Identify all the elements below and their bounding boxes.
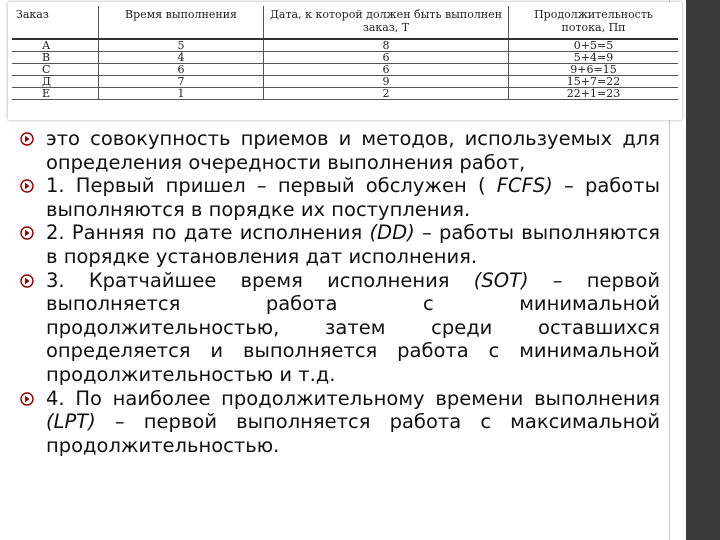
- bullet-item: [20, 174, 660, 221]
- table-cell: В: [12, 52, 99, 64]
- table-cell: 6: [264, 52, 509, 64]
- bullet-acronym: FCFS): [496, 174, 553, 198]
- bullet-text: – работы выполняются в порядке установления дат исполнения.: [46, 221, 660, 268]
- orders-table: [12, 6, 678, 100]
- header-order: Заказ: [12, 6, 99, 39]
- bullet-text: – первой выполняется работа с максимальной продолжительностью.: [46, 410, 660, 457]
- bullet-text: 3. Кратчайшее время исполнения: [46, 268, 474, 292]
- slide-side-bar: [686, 0, 720, 540]
- table-row: [12, 88, 678, 100]
- table-row: [12, 39, 678, 52]
- table-row: [12, 76, 678, 88]
- table-cell: А: [12, 39, 99, 52]
- table-cell: 6: [99, 64, 264, 76]
- table-cell: С: [12, 64, 99, 76]
- circled-arrow-icon: [20, 392, 34, 406]
- bullet-text: 1. Первый пришел – первый обслужен (: [46, 174, 497, 198]
- table-cell: 0+5=5: [509, 39, 679, 52]
- bullet-text: это совокупность приемов и методов, используемых для определения очередности выполнения работ,: [46, 127, 660, 174]
- bullet-acronym: (DD): [369, 221, 415, 245]
- table-cell: 9+6=15: [509, 64, 679, 76]
- bullet-item: [20, 269, 660, 387]
- bullet-acronym: (LPT): [46, 410, 96, 434]
- table-header-row: [12, 6, 678, 39]
- header-due-date: Дата, к которой должен быть выполнен заказ, T: [264, 6, 509, 39]
- bullet-acronym: (SOT): [473, 268, 529, 292]
- circled-arrow-icon: [20, 179, 34, 193]
- table-cell: Е: [12, 88, 99, 100]
- table-cell: 2: [264, 88, 509, 100]
- header-flow-duration: Продолжительность потока, Пп: [509, 6, 679, 39]
- bullet-item: [20, 387, 660, 458]
- header-duration: Время выполнения: [99, 6, 264, 39]
- table-cell: 6: [264, 64, 509, 76]
- bullet-text: 4. По наиболее продолжительному времени выполнения: [46, 386, 660, 410]
- bullet-list: [20, 127, 660, 457]
- table-cell: 15+7=22: [509, 76, 679, 88]
- circled-arrow-icon: [20, 226, 34, 240]
- table-row: [12, 52, 678, 64]
- table-cell: 22+1=23: [509, 88, 679, 100]
- bullet-item: [20, 221, 660, 268]
- bullet-text: 2. Ранняя по дате исполнения: [46, 221, 370, 245]
- table-cell: 9: [264, 76, 509, 88]
- circled-arrow-icon: [20, 132, 34, 146]
- table-cell: 4: [99, 52, 264, 64]
- bullet-item: [20, 127, 660, 174]
- table-cell: Д: [12, 76, 99, 88]
- table-row: [12, 64, 678, 76]
- table-cell: 5+4=9: [509, 52, 679, 64]
- bullet-text: – работы выполняются в порядке их поступления.: [46, 174, 660, 221]
- bullet-text: – первой выполняется работа с минимальной продолжительностью, затем среди оставшихся определяется и выполняется работа с минимальной продолжительностью и т.д.: [46, 268, 660, 386]
- circled-arrow-icon: [20, 274, 34, 288]
- table-cell: 5: [99, 39, 264, 52]
- table-cell: 7: [99, 76, 264, 88]
- table-cell: 8: [264, 39, 509, 52]
- table-cell: 1: [99, 88, 264, 100]
